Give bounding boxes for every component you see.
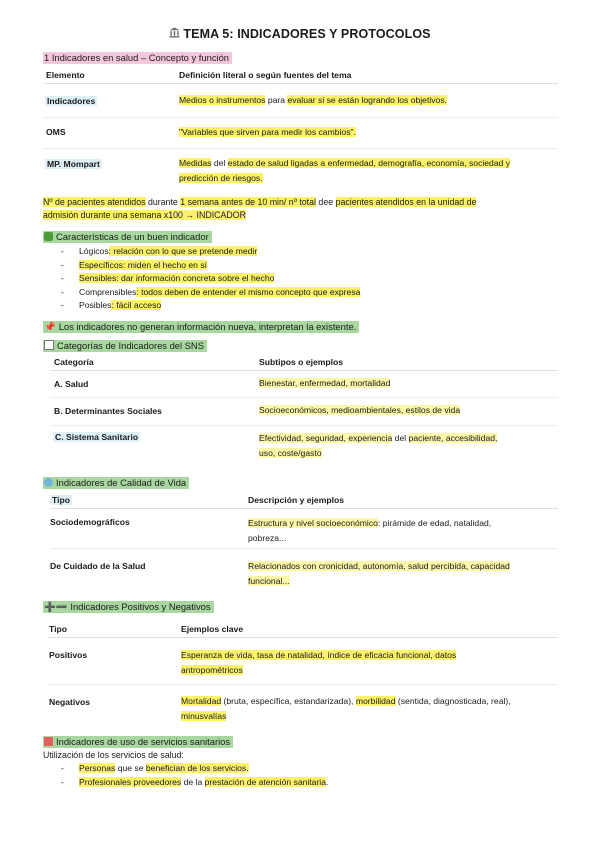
table-row: Negativos Mortalidad (bruta, específica, estandarizada), morbilidad (sentida, diagnosticada, real), minusvalías [49,696,511,721]
bar-chart-icon [44,340,54,350]
table-row: Positivos Esperanza de vida, tasa de natalidad, índice de eficacia funcional, datos antropométricos [47,640,558,685]
section-heading-caracteristicas: Características de un buen indicador [43,231,212,243]
list-item: - Comprensibles: todos deben de entender el mismo concepto que expresa [61,287,361,297]
list-item: - Sensibles: dar información concreta sobre el hecho [61,273,275,283]
table-row: Indicadores Medios o instrumentos para evaluar si se están logrando los objetivos. [43,84,558,118]
list-item: - Personas que se benefician de los servicios. [61,763,249,773]
page-title: TEMA 5: INDICADORES Y PROTOCOLOS [0,27,600,41]
pushpin-icon: 📌 [44,321,56,332]
indicator-formula: Nº de pacientes atendidos durante 1 semana antes de 10 min/ nº total dee pacientes atendidos en la unidad de admisión durante una semana x100 → INDICADOR [43,197,477,220]
section-heading-calidad-vida: Indicadores de Calidad de Vida [43,477,189,489]
uso-servicios-intro: Utilización de los servicios de salud: [43,750,184,760]
table-row: C. Sistema Sanitario Efectividad, seguridad, experiencia del paciente, accesibilidad, uso, coste/gasto [55,432,498,458]
note-callout: 📌 Los indicadores no generan información nueva, interpretan la existente. [43,321,359,333]
table-row: Sociodemográficos Estructura y nivel socioeconómico: pirámide de edad, natalidad, pobreza... [50,509,558,549]
table-header: Categoría Subtipos o ejemplos [50,355,558,371]
hospital-icon [44,737,53,746]
section-heading-uso-servicios: Indicadores de uso de servicios sanitarios [43,736,233,748]
table-row: B. Determinantes Sociales Socioeconómicos, medioambientales, estilos de vida [50,398,558,426]
list-item: - Lógicos: relación con lo que se pretende medir [61,246,258,256]
table-header: Elemento Definición literal o según fuentes del tema [43,68,558,84]
table-row: MP. Mompart Medidas del estado de salud ligadas a enfermedad, demografía, economía, sociedad y predicción de riesgos. [47,158,511,183]
puzzle-icon [44,232,53,241]
section-heading-indicadores-salud: 1 Indicadores en salud – Concepto y función [43,52,232,64]
section-heading-positivos-negativos: ➕➖ Indicadores Positivos y Negativos [43,601,214,613]
table-row: De Cuidado de la Salud Relacionados con cronicidad, autonomía, salud percibida, capacidad funcional... [50,561,510,586]
list-item: - Específicos: miden el hecho en sí [61,260,208,270]
table-header: Tipo Ejemplos clave [47,622,558,638]
plus-minus-icon: ➕➖ [44,601,68,612]
section-heading-categorias-sns: Categorías de Indicadores del SNS [43,340,207,352]
list-item: - Posibles: fácil acceso [61,300,162,310]
table-row: A. Salud Bienestar, enfermedad, mortalidad [50,371,558,398]
table-row: OMS "Variables que sirven para medir los cambios". [43,118,558,149]
list-item: - Profesionales proveedores de la prestación de atención sanitaria. [61,777,329,787]
globe-icon [44,478,53,487]
classical-building-icon [169,27,180,41]
table-header: Tipo Descripción y ejemplos [50,493,558,509]
